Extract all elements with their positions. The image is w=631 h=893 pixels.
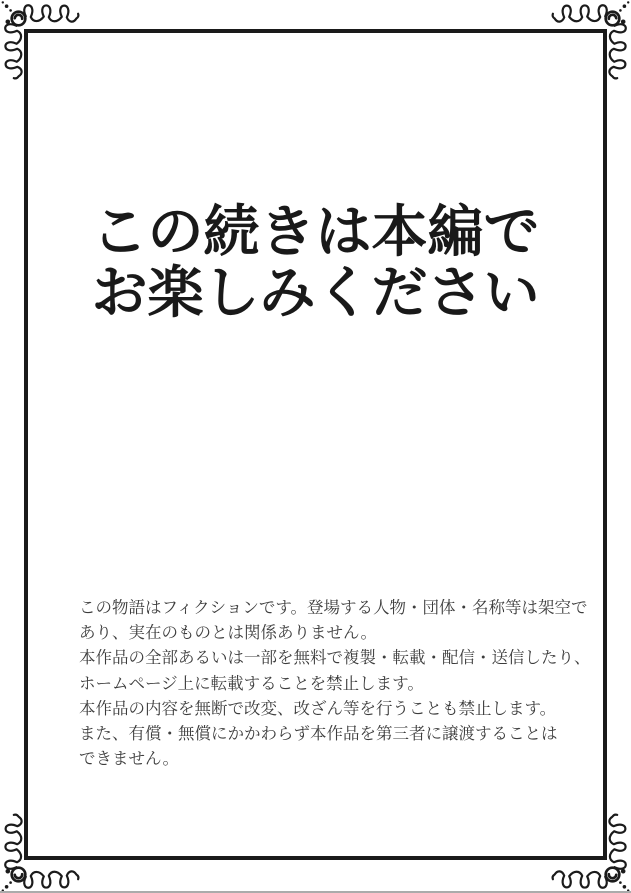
title-line-2: お楽しみください xyxy=(91,261,540,324)
page-title xyxy=(0,201,631,323)
corner-flourish-icon-top-right xyxy=(536,0,631,95)
corner-flourish-icon-bottom-right xyxy=(536,798,631,893)
disclaimer-line: できません。 xyxy=(79,750,179,769)
title-line-1: この続きは本編で xyxy=(91,200,540,263)
corner-flourish-icon-top-left xyxy=(0,0,95,95)
disclaimer-line: ホームページ上に転載することを禁止します。 xyxy=(79,674,424,693)
disclaimer-line: 本作品の内容を無断で改変、改ざん等を行うことも禁止します。 xyxy=(79,699,557,718)
corner-flourish-icon-bottom-left xyxy=(0,798,95,893)
disclaimer-line: また、有償・無償にかかわらず本作品を第三者に譲渡することは xyxy=(79,725,558,744)
disclaimer-line: あり、実在のものとは関係ありません。 xyxy=(79,624,377,643)
disclaimer-line: 本作品の全部あるいは一部を無料で複製・転載・配信・送信したり、 xyxy=(79,649,591,668)
disclaimer xyxy=(79,596,591,772)
disclaimer-line: この物語はフィクションです。登場する人物・団体・名称等は架空で xyxy=(79,599,588,617)
